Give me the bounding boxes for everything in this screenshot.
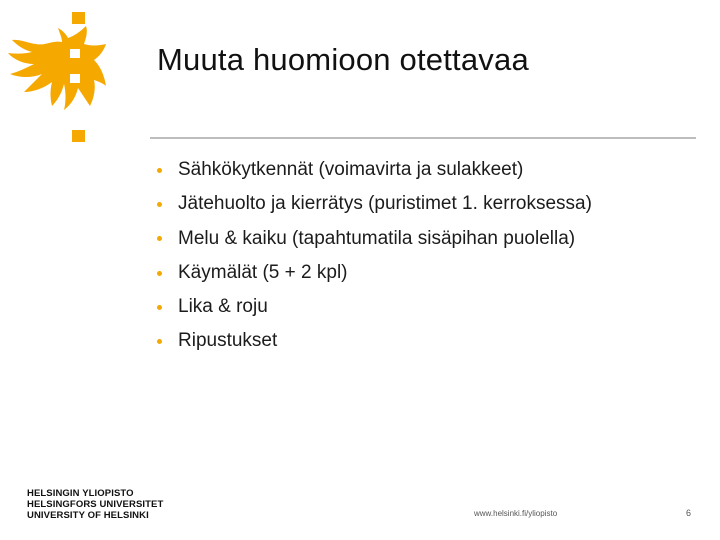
bullet-text: Lika & roju (178, 296, 268, 318)
bullet-item (156, 153, 592, 187)
university-name-en: UNIVERSITY OF HELSINKI (27, 510, 149, 521)
bullet-item (156, 187, 592, 221)
bullet-list (156, 153, 592, 359)
bullet-text: Jätehuolto ja kierrätys (puristimet 1. kerroksessa) (178, 193, 592, 215)
bullet-dot-icon (157, 339, 162, 344)
bullet-text: Ripustukset (178, 330, 278, 352)
bullet-dot-icon (157, 271, 162, 276)
bullet-text: Sähkökytkennät (voimavirta ja sulakkeet) (178, 159, 524, 180)
university-name (27, 488, 163, 521)
bullet-text: Melu & kaiku (tapahtumatila sisäpihan puolella) (178, 227, 576, 249)
page-number: 6 (686, 508, 692, 518)
slide-title: Muuta huomioon otettavaa (157, 42, 529, 77)
university-name-sv: HELSINGFORS UNIVERSITET (27, 499, 164, 510)
bullet-item (156, 256, 592, 290)
bullet-dot-icon (157, 202, 162, 207)
title-divider (150, 137, 696, 139)
bullet-dot-icon (157, 236, 162, 241)
bullet-item (156, 222, 592, 256)
bullet-item (156, 324, 592, 358)
bullet-text: Käymälät (5 + 2 kpl) (178, 261, 348, 283)
footer-url: www.helsinki.fi/yliopisto (474, 509, 558, 518)
bullet-dot-icon (157, 168, 162, 173)
bullet-dot-icon (157, 305, 162, 310)
bullet-item (156, 290, 592, 324)
flame-logo-icon (6, 4, 106, 146)
university-name-fi: HELSINGIN YLIOPISTO (27, 488, 134, 499)
